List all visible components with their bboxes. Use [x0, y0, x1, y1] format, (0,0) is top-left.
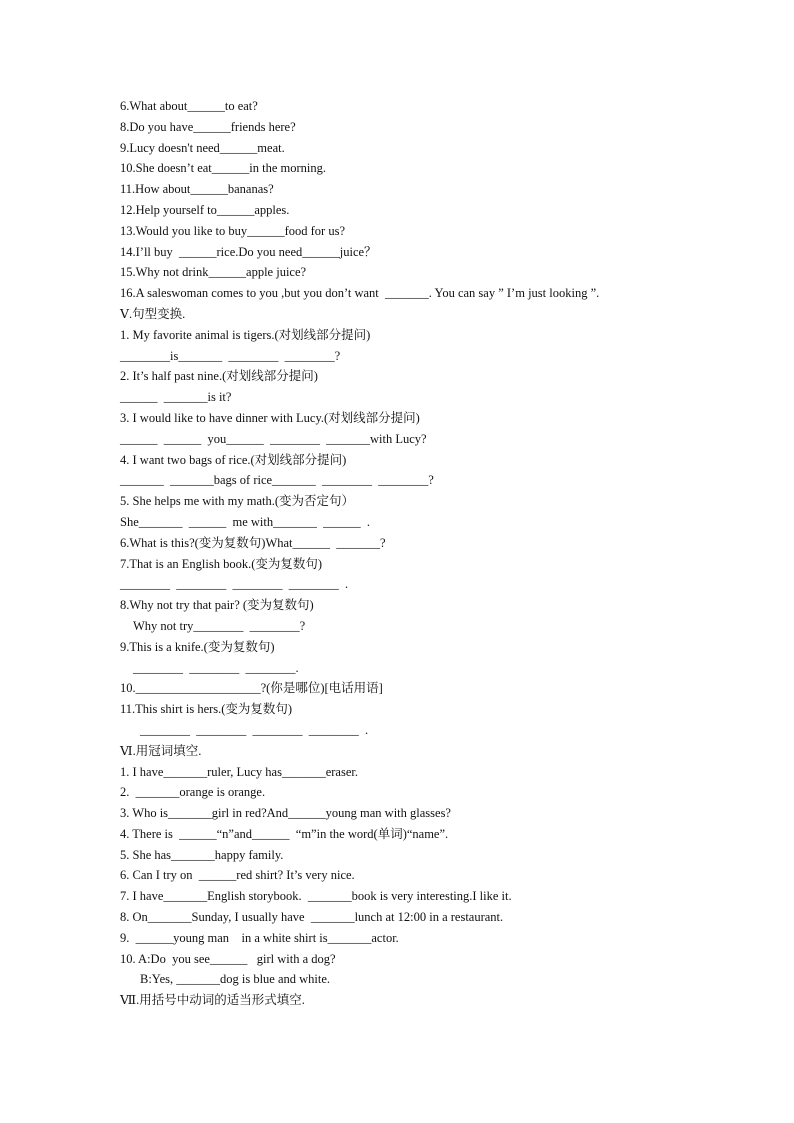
- exercise-line: 8.Do you have______friends here?: [120, 119, 296, 134]
- exercise-line: 3. Who is_______girl in red?And______young man with glasses?: [120, 806, 451, 821]
- exercise-line: 3. I would like to have dinner with Lucy.(对划线部分提问): [120, 410, 420, 425]
- exercise-line: 6.What about______to eat?: [120, 99, 258, 113]
- exercise-line: 16.A saleswoman comes to you ,but you don’t want _______. You can say ” I’m just looking ”.: [120, 286, 600, 301]
- exercise-line: 1. I have_______ruler, Lucy has_______eraser.: [120, 764, 358, 779]
- exercise-line: 9. ______young man in a white shirt is_______actor.: [120, 930, 399, 945]
- answer-line: _______ _______bags of rice_______ ________ ________?: [120, 473, 434, 488]
- exercise-line: 4. There is ______“n”and______ “m”in the word(单词)“name”.: [120, 826, 449, 841]
- section-heading: Ⅴ.句型变换.: [120, 306, 186, 321]
- exercise-line: B:Yes, _______dog is blue and white.: [140, 972, 331, 987]
- exercise-line: 11.How about______bananas?: [120, 182, 274, 197]
- exercise-line: 11.This shirt is hers.(变为复数句): [120, 702, 293, 717]
- exercise-line: 7.That is an English book.(变为复数句): [120, 556, 323, 571]
- exercise-line: 5. She helps me with my math.(变为否定句）: [120, 494, 355, 509]
- exercise-line: 4. I want two bags of rice.(对划线部分提问): [120, 452, 347, 467]
- worksheet-page: [120, 96, 680, 1011]
- exercise-line: 8. On_______Sunday, I usually have _______lunch at 12:00 in a restaurant.: [120, 910, 504, 925]
- exercise-line: 2. _______orange is orange.: [120, 785, 266, 800]
- exercise-line: 10.She doesn’t eat______in the morning.: [120, 161, 326, 176]
- answer-line: Why not try________ ________?: [133, 618, 306, 633]
- exercise-line: 15.Why not drink______apple juice?: [120, 265, 307, 280]
- exercise-line: 10.____________________?(你是哪位)[电话用语]: [120, 681, 383, 696]
- answer-line: ________ ________ ________ ________ .: [120, 577, 349, 592]
- exercise-line: 10. A:Do you see______ girl with a dog?: [120, 951, 336, 966]
- exercise-line: 6. Can I try on ______red shirt? It’s very nice.: [120, 868, 355, 883]
- answer-line: ________ ________ ________ ________ .: [140, 722, 369, 737]
- answer-line: ________is_______ ________ ________?: [120, 348, 341, 363]
- section-heading: Ⅶ.用括号中动词的适当形式填空.: [120, 993, 305, 1008]
- exercise-line: 1. My favorite animal is tigers.(对划线部分提问): [120, 327, 371, 342]
- answer-line: She_______ ______ me with_______ ______ .: [120, 514, 370, 529]
- answer-line: ______ ______ you______ ________ _______with Lucy?: [120, 431, 427, 446]
- exercise-line: 8.Why not try that pair? (变为复数句): [120, 598, 314, 613]
- exercise-line: 9.Lucy doesn't need______meat.: [120, 140, 285, 155]
- exercise-line: 2. It’s half past nine.(对划线部分提问): [120, 369, 318, 384]
- section-heading: Ⅵ.用冠词填空.: [120, 743, 202, 758]
- exercise-line: 14.I’ll buy ______rice.Do you need______juice？: [120, 244, 377, 259]
- answer-line: ________ ________ ________.: [133, 660, 299, 675]
- exercise-line: 12.Help yourself to______apples.: [120, 202, 290, 217]
- exercise-line: 6.What is this?(变为复数句)What______ _______?: [120, 535, 386, 550]
- exercise-line: 7. I have_______English storybook. _______book is very interesting.I like it.: [120, 889, 512, 904]
- exercise-line: 5. She has_______happy family.: [120, 847, 284, 862]
- answer-line: ______ _______is it?: [120, 390, 232, 405]
- exercise-line: 9.This is a knife.(变为复数句): [120, 639, 275, 654]
- exercise-line: 13.Would you like to buy______food for us?: [120, 223, 346, 238]
